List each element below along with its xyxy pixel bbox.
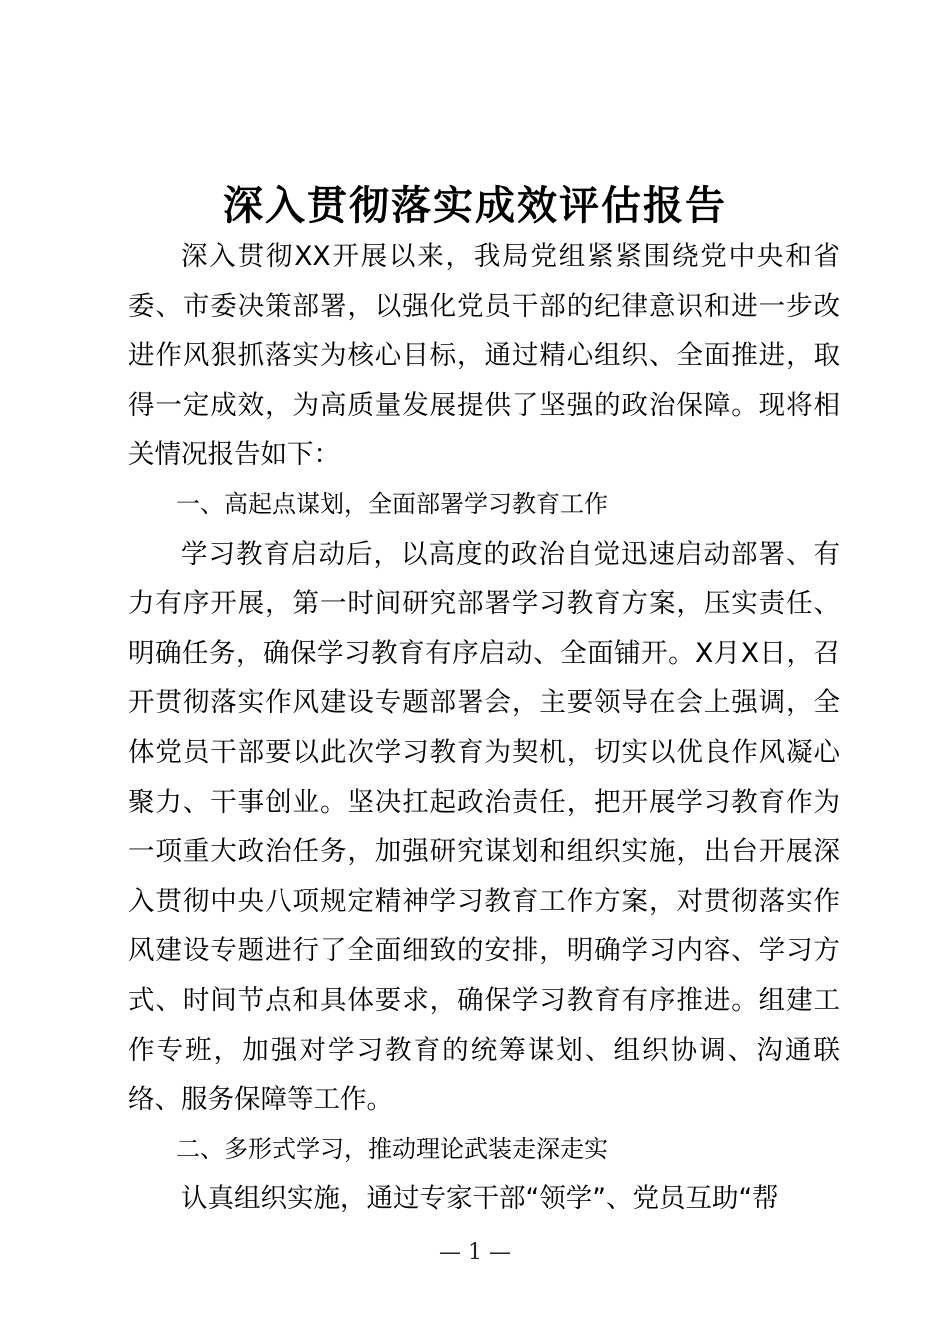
section-2-paragraph: 认真组织实施，通过专家干部“领学”、党员互助“帮: [181, 1183, 779, 1215]
page-number: — 1 —: [439, 1240, 511, 1265]
document-body: [128, 232, 840, 1224]
intro-paragraph: 深入贯彻XX开展以来，我局党组紧紧围绕党中央和省委、市委决策部署，以强化党员干部的纪律意识和进一步改进作风狠抓落实为核心目标，通过精心组织、全面推进，取得一定成效，为高质量发展提供了坚强的政治保障。现将相关情况报告如下：: [128, 241, 840, 471]
section-2-heading: 二、多形式学习，推动理论武装走深走实: [176, 1134, 608, 1163]
document-title: 深入贯彻落实成效评估报告: [223, 183, 727, 229]
section-1-heading: 一、高起点谋划，全面部署学习教育工作: [176, 489, 608, 518]
section-1-paragraph: 学习教育启动后，以高度的政治自觉迅速启动部署、有力有序开展，第一时间研究部署学习教育方案，压实责任、明确任务，确保学习教育有序启动、全面铺开。X月X日，召开贯彻落实作风建设专题部署会，主要领导在会上强调，全体党员干部要以此次学习教育为契机，切实以优良作风凝心聚力、干事创业。坚决扛起政治责任，把开展学习教育作为一项重大政治任务，加强研究谋划和组织实施，出台开展深入贯彻中央八项规定精神学习教育工作方案，对贯彻落实作风建设专题进行了全面细致的安排，明确学习内容、学习方式、时间节点和具体要求，确保学习教育有序推进。组建工作专班，加强对学习教育的统筹谋划、组织协调、沟通联络、服务保障等工作。: [128, 538, 840, 1116]
